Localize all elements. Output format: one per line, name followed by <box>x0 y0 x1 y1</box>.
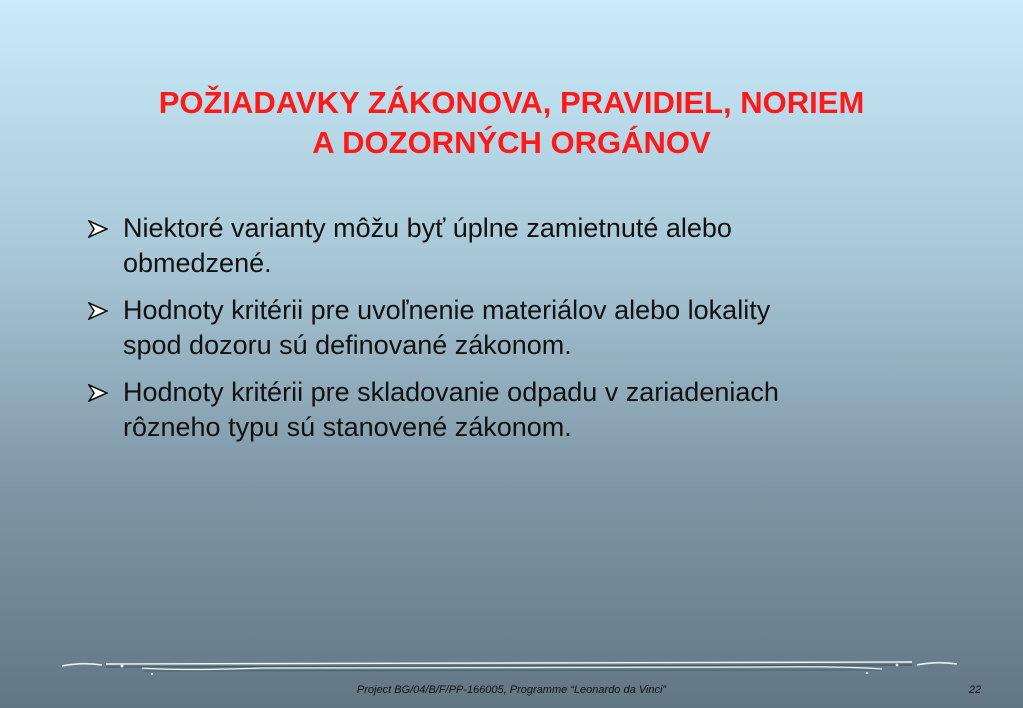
arrowhead-bullet-icon <box>88 375 112 410</box>
footer-project-text: Project BG/04/B/F/PP-166005, Programme “Leonardo da Vinci” <box>356 684 667 696</box>
bullet-text-line-1: Hodnoty kritérii pre skladovanie odpadu v zariadeniach <box>123 377 779 407</box>
bullet-text-line-2: rôzneho typu sú stanovené zákonom. <box>123 412 572 442</box>
bullet-item <box>88 211 918 281</box>
decorative-divider <box>62 655 957 679</box>
bullet-item <box>88 375 918 445</box>
bullet-text-line-1: Hodnoty kritérii pre uvoľnenie materiálov alebo lokality <box>123 295 771 325</box>
slide-title <box>40 83 983 163</box>
bullet-list <box>88 211 918 457</box>
page-number: 22 <box>968 684 982 696</box>
bullet-text-line-2: spod dozoru sú definované zákonom. <box>123 330 572 360</box>
bullet-text-line-2: obmedzené. <box>123 248 272 278</box>
bullet-text-line-1: Niektoré varianty môžu byť úplne zamietnuté alebo <box>123 213 732 243</box>
slide-title-line-2: A DOZORNÝCH ORGÁNOV <box>312 125 711 160</box>
arrowhead-bullet-icon <box>88 293 112 328</box>
arrowhead-bullet-icon <box>88 211 112 246</box>
bullet-item <box>88 293 918 363</box>
slide-title-line-1: POŽIADAVKY ZÁKONOVA, PRAVIDIEL, NORIEM <box>158 85 865 120</box>
